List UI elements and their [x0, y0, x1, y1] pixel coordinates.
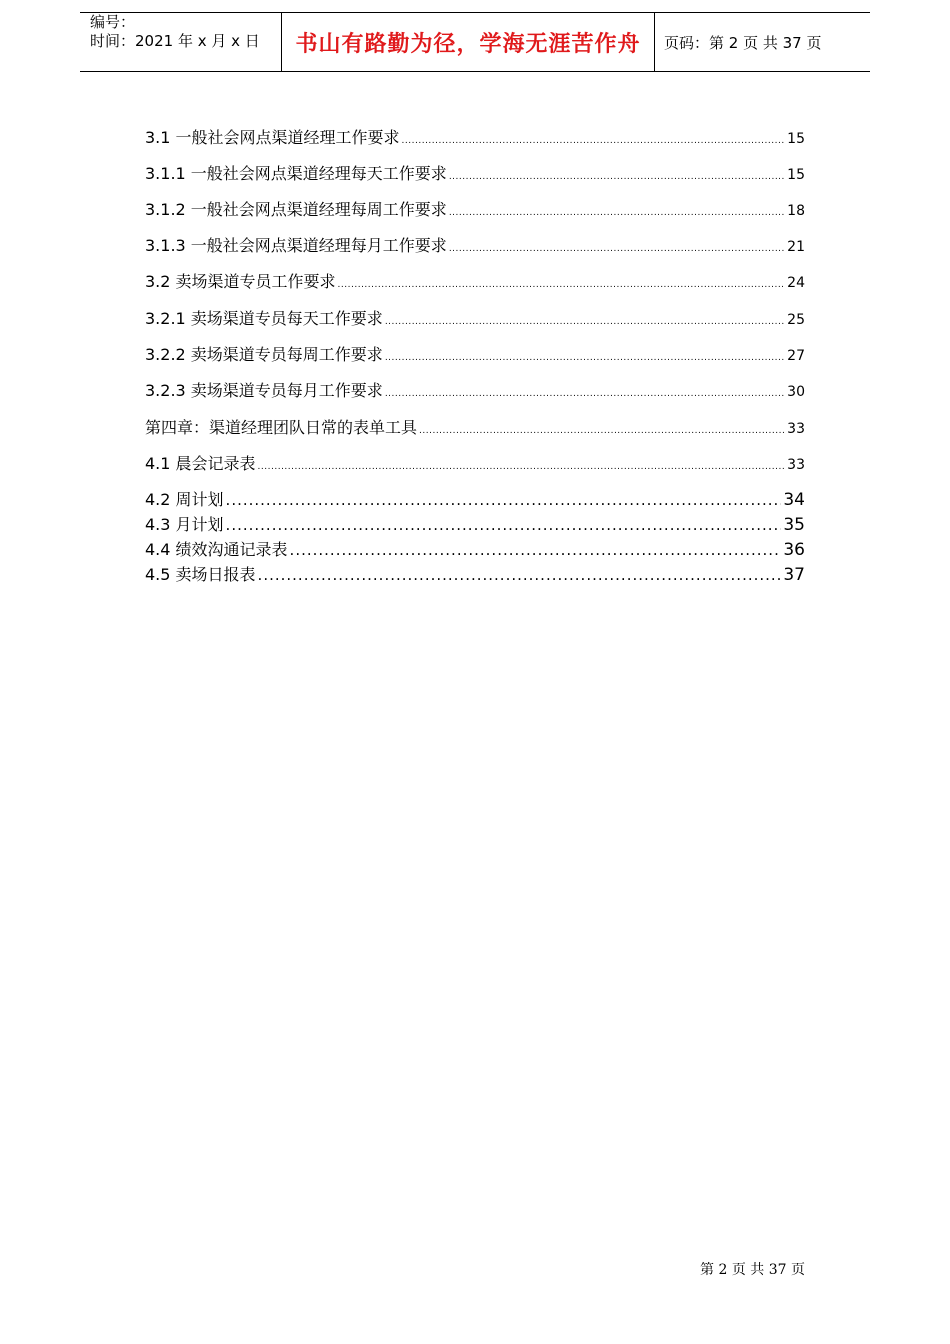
toc-entry-label: 3.2.2 卖场渠道专员每周工作要求 [145, 345, 383, 364]
toc-leader [449, 167, 785, 187]
toc-entry[interactable] [145, 515, 805, 535]
toc-entry-page: 33 [787, 457, 805, 473]
toc-entry[interactable] [145, 345, 805, 368]
toc-entry-label: 3.2 卖场渠道专员工作要求 [145, 272, 336, 291]
toc-entry-label: 3.1.1 一般社会网点渠道经理每天工作要求 [145, 164, 447, 183]
toc-entry-label: 4.1 晨会记录表 [145, 454, 256, 473]
toc-entry[interactable] [145, 200, 805, 223]
header-page-info: 页码：第 2 页 共 37 页 [664, 33, 822, 52]
toc-entry-page: 34 [783, 490, 805, 510]
toc-entry[interactable] [145, 490, 805, 510]
toc-entry-page: 21 [787, 239, 805, 255]
toc-entry-page: 15 [787, 131, 805, 147]
toc-entry[interactable] [145, 381, 805, 404]
toc-entry[interactable] [145, 236, 805, 259]
toc-entry-label: 3.1 一般社会网点渠道经理工作要求 [145, 128, 400, 147]
toc-leader [258, 457, 786, 477]
toc-leader [338, 275, 786, 295]
toc-leader [258, 565, 782, 585]
toc-entry-page: 25 [787, 312, 805, 328]
toc-leader [226, 515, 782, 535]
toc-entry[interactable] [145, 418, 805, 441]
header-meta-cell [80, 13, 281, 71]
toc-entry-label: 第四章：渠道经理团队日常的表单工具 [145, 418, 418, 437]
toc-leader [385, 348, 785, 368]
toc-entry[interactable] [145, 565, 805, 585]
header-motto: 书山有路勤为径，学海无涯苦作舟 [295, 30, 641, 57]
toc-entry-page: 15 [787, 167, 805, 183]
toc-entry-page: 27 [787, 348, 805, 364]
page-header [80, 12, 870, 72]
toc-entry[interactable] [145, 164, 805, 187]
toc-entry-page: 35 [783, 515, 805, 535]
toc-entry-label: 4.3 月计划 [145, 515, 224, 534]
toc-entry-page: 30 [787, 384, 805, 400]
toc-entry[interactable] [145, 128, 805, 151]
toc-entry-label: 3.1.2 一般社会网点渠道经理每周工作要求 [145, 200, 447, 219]
toc-entry-label: 3.1.3 一般社会网点渠道经理每月工作要求 [145, 236, 447, 255]
toc-entry[interactable] [145, 272, 805, 295]
toc-entry[interactable] [145, 540, 805, 560]
toc-entry-label: 3.2.1 卖场渠道专员每天工作要求 [145, 309, 383, 328]
toc-entry-page: 36 [783, 540, 805, 560]
document-time-label: 时间：2021 年 x 月 x 日 [90, 32, 260, 50]
toc-entry-page: 37 [783, 565, 805, 585]
toc-entry-label: 4.2 周计划 [145, 490, 224, 509]
toc-leader [419, 421, 785, 441]
toc-entry-page: 33 [787, 421, 805, 437]
toc-leader [449, 203, 785, 223]
header-motto-cell [281, 13, 655, 71]
toc-entry-page: 24 [787, 275, 805, 291]
toc-entry-page: 18 [787, 203, 805, 219]
toc-entry-label: 3.2.3 卖场渠道专员每月工作要求 [145, 381, 383, 400]
toc-leader [385, 384, 785, 404]
toc-leader [226, 490, 782, 510]
toc-entry[interactable] [145, 309, 805, 332]
toc-leader [290, 540, 782, 560]
toc-leader [449, 239, 785, 259]
header-page-cell [655, 13, 870, 71]
document-number-label: 编号： [90, 13, 136, 31]
toc-leader [385, 312, 785, 332]
page-footer: 第 2 页 共 37 页 [700, 1262, 805, 1278]
toc-entry[interactable] [145, 454, 805, 477]
toc-leader [402, 131, 786, 151]
toc-entry-label: 4.4 绩效沟通记录表 [145, 540, 288, 559]
toc-entry-label: 4.5 卖场日报表 [145, 565, 256, 584]
